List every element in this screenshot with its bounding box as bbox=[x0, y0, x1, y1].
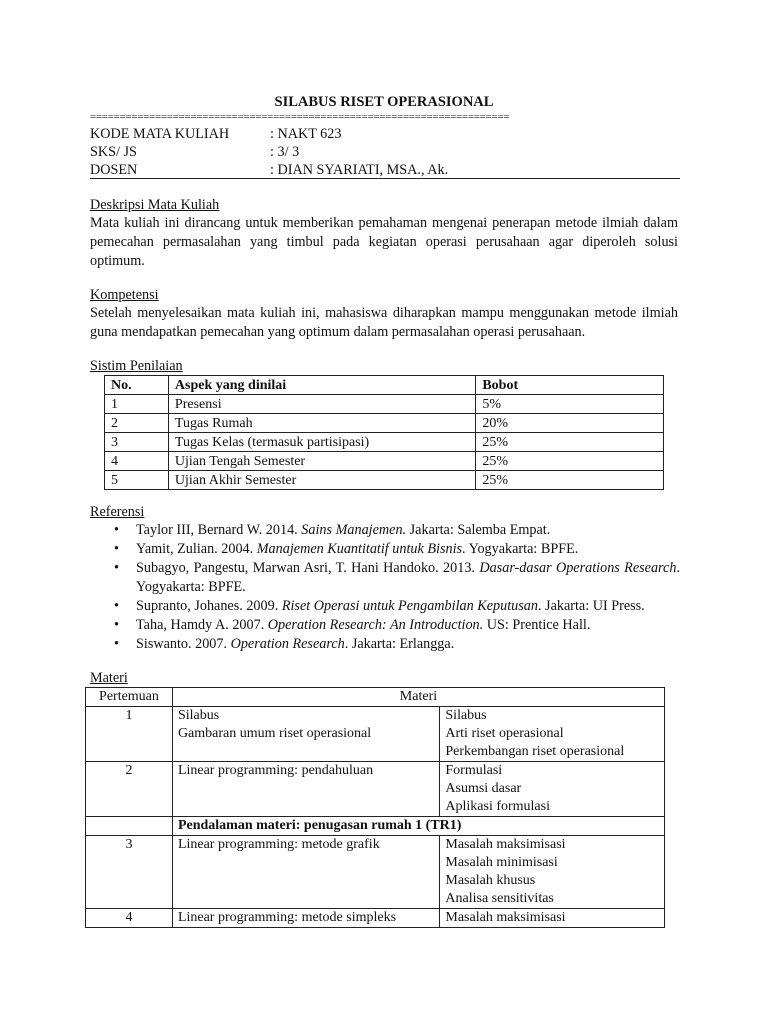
table-row bbox=[105, 433, 664, 452]
header-pertemuan: Pertemuan bbox=[86, 688, 173, 707]
cell-no: 5 bbox=[105, 471, 169, 490]
cell-subtopik bbox=[440, 762, 665, 817]
ref-publisher: Jakarta: Salemba Empat. bbox=[406, 522, 551, 538]
list-item bbox=[90, 616, 680, 635]
cell-pertemuan: 4 bbox=[86, 909, 173, 928]
topic-line: Linear programming: metode simpleks bbox=[177, 910, 397, 925]
reference-list bbox=[90, 521, 680, 654]
ref-publisher: US: Prentice Hall. bbox=[483, 617, 591, 633]
materi-table bbox=[85, 687, 665, 928]
table-row bbox=[86, 762, 665, 817]
meta-label: KODE MATA KULIAH bbox=[90, 126, 230, 142]
document-title: SILABUS RISET OPERASIONAL bbox=[274, 94, 494, 110]
ref-title: Manajemen Kuantitatif untuk Bisnis bbox=[256, 541, 463, 557]
cell-topik bbox=[172, 836, 439, 909]
ref-publisher: . Yogyakarta: BPFE. bbox=[136, 560, 680, 595]
list-item bbox=[90, 597, 680, 616]
ref-publisher: . Yogyakarta: BPFE. bbox=[462, 541, 579, 557]
table-row bbox=[105, 414, 664, 433]
cell-subtopik bbox=[440, 707, 665, 762]
ref-title: Operation Research bbox=[230, 636, 345, 652]
referensi-heading: Referensi bbox=[90, 504, 145, 520]
list-item bbox=[90, 559, 680, 597]
table-header-row bbox=[86, 688, 665, 707]
subtopic-line: Arti riset operasional bbox=[445, 726, 564, 741]
ref-title: Riset Operasi untuk Pengambilan Keputusan bbox=[281, 598, 538, 614]
header-aspek: Aspek yang dinilai bbox=[168, 376, 475, 395]
cell-no: 4 bbox=[105, 452, 169, 471]
ref-author: Yamit, Zulian. 2004. bbox=[136, 541, 257, 557]
subtopic-line: Asumsi dasar bbox=[445, 781, 522, 796]
ref-author: Taylor III, Bernard W. 2014. bbox=[136, 522, 302, 538]
meta-value: : DIAN SYARIATI, MSA., Ak. bbox=[270, 162, 449, 178]
course-meta bbox=[90, 125, 680, 179]
ref-publisher: . Jakarta: Erlangga. bbox=[344, 636, 455, 652]
subtopic-line: Silabus bbox=[445, 708, 487, 723]
deskripsi-text: Mata kuliah ini dirancang untuk memberikan pemahaman mengenai penerapan metode ilmiah dalam pemecahan permasalahan yang timbul pada kegiatan operasi perusahaan agar diperoleh solusi optimum. bbox=[90, 215, 678, 269]
ref-author: Taha, Hamdy A. 2007. bbox=[136, 617, 268, 633]
ref-author: Subagyo, Pangestu, Marwan Asri, T. Hani Handoko. 2013. bbox=[136, 560, 480, 576]
cell-note: Pendalaman materi: penugasan rumah 1 (TR1) bbox=[172, 817, 664, 836]
bullet-icon: • bbox=[114, 541, 119, 557]
meta-row-kode bbox=[90, 125, 680, 143]
cell-no: 1 bbox=[105, 395, 169, 414]
cell-bobot: 5% bbox=[476, 395, 664, 414]
table-row bbox=[86, 909, 665, 928]
cell-no: 3 bbox=[105, 433, 169, 452]
meta-label: DOSEN bbox=[90, 162, 138, 178]
subtopic-line: Masalah minimisasi bbox=[445, 855, 558, 870]
bullet-icon: • bbox=[114, 617, 119, 633]
deskripsi-heading: Deskripsi Mata Kuliah bbox=[90, 197, 220, 213]
list-item bbox=[90, 635, 680, 654]
cell-topik bbox=[172, 762, 439, 817]
cell-no: 2 bbox=[105, 414, 169, 433]
cell-subtopik bbox=[440, 836, 665, 909]
list-item bbox=[90, 521, 680, 540]
meta-label: SKS/ JS bbox=[90, 144, 137, 160]
cell-bobot: 25% bbox=[476, 452, 664, 471]
topic-line: Silabus bbox=[177, 708, 220, 723]
bullet-icon: • bbox=[114, 522, 119, 538]
subtopic-line: Masalah khusus bbox=[445, 873, 536, 888]
subtopic-line: Formulasi bbox=[445, 763, 503, 778]
table-header-row bbox=[105, 376, 664, 395]
table-row bbox=[105, 471, 664, 490]
ref-author: Supranto, Johanes. 2009. bbox=[136, 598, 282, 614]
subtopic-line: Masalah maksimisasi bbox=[445, 837, 566, 852]
meta-row-sks bbox=[90, 143, 680, 161]
bullet-icon: • bbox=[114, 598, 119, 614]
cell-pertemuan: 1 bbox=[86, 707, 173, 762]
cell-topik bbox=[172, 909, 439, 928]
kompetensi-heading: Kompetensi bbox=[90, 287, 159, 303]
cell-aspek: Tugas Rumah bbox=[168, 414, 475, 433]
separator-line: ======================================================================= bbox=[90, 111, 510, 123]
ref-title: Operation Research: An Introduction. bbox=[267, 617, 484, 633]
divider bbox=[90, 178, 680, 179]
ref-publisher: . Jakarta: UI Press. bbox=[537, 598, 645, 614]
subtopic-line: Perkembangan riset operasional bbox=[445, 744, 625, 759]
topic-line: Linear programming: pendahuluan bbox=[177, 763, 374, 778]
penilaian-heading: Sistim Penilaian bbox=[90, 358, 183, 374]
cell-bobot: 20% bbox=[476, 414, 664, 433]
table-row bbox=[86, 836, 665, 909]
cell-aspek: Presensi bbox=[168, 395, 475, 414]
cell-pertemuan: 2 bbox=[86, 762, 173, 817]
cell-topik bbox=[172, 707, 439, 762]
meta-value: : NAKT 623 bbox=[270, 126, 342, 142]
ref-title: Sains Manajemen. bbox=[301, 522, 407, 538]
kompetensi-text: Setelah menyelesaikan mata kuliah ini, mahasiswa diharapkan mampu menggunakan metode ilmiah guna mendapatkan pemecahan yang optimum dalam permasalahan operasi perusahaan. bbox=[90, 305, 678, 340]
cell-aspek: Tugas Kelas (termasuk partisipasi) bbox=[168, 433, 475, 452]
list-item bbox=[90, 540, 680, 559]
cell-aspek: Ujian Akhir Semester bbox=[168, 471, 475, 490]
bullet-icon: • bbox=[114, 560, 119, 576]
table-row bbox=[86, 707, 665, 762]
table-row bbox=[105, 452, 664, 471]
topic-line: Linear programming: metode grafik bbox=[177, 837, 380, 852]
header-bobot: Bobot bbox=[476, 376, 664, 395]
meta-value: : 3/ 3 bbox=[270, 144, 300, 160]
grading-table bbox=[104, 375, 664, 490]
header-no: No. bbox=[105, 376, 169, 395]
header-materi: Materi bbox=[172, 688, 664, 707]
cell-subtopik bbox=[440, 909, 665, 928]
table-row bbox=[86, 817, 665, 836]
cell-bobot: 25% bbox=[476, 471, 664, 490]
meta-row-dosen bbox=[90, 161, 680, 179]
materi-heading: Materi bbox=[90, 670, 128, 686]
subtopic-line: Aplikasi formulasi bbox=[445, 799, 550, 814]
cell-pertemuan: 3 bbox=[86, 836, 173, 909]
cell-bobot: 25% bbox=[476, 433, 664, 452]
table-row bbox=[105, 395, 664, 414]
topic-line: Gambaran umum riset operasional bbox=[177, 726, 372, 741]
subtopic-line: Analisa sensitivitas bbox=[445, 891, 554, 906]
subtopic-line: Masalah maksimisasi bbox=[445, 910, 566, 925]
cell-empty bbox=[86, 817, 173, 836]
cell-aspek: Ujian Tengah Semester bbox=[168, 452, 475, 471]
ref-title: Dasar-dasar Operations Research bbox=[479, 560, 677, 576]
bullet-icon: • bbox=[114, 636, 119, 652]
ref-author: Siswanto. 2007. bbox=[136, 636, 231, 652]
